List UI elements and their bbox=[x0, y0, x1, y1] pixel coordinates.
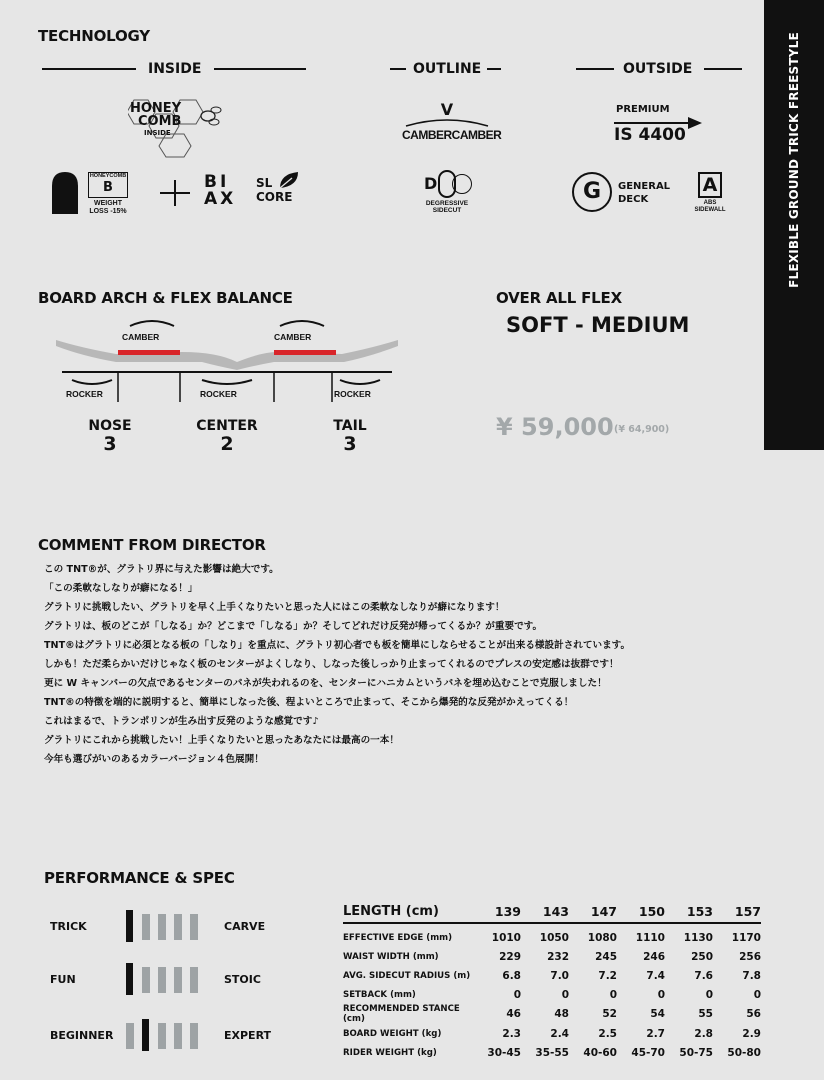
scale-right-label: STOIC bbox=[224, 973, 261, 986]
degressive-sidecut-logo bbox=[418, 170, 476, 220]
spec-cell: 52 bbox=[602, 1008, 617, 1020]
table-row bbox=[343, 947, 761, 966]
spec-cell: 7.4 bbox=[646, 969, 665, 982]
table-row bbox=[343, 1024, 761, 1043]
scale-fun-stoic bbox=[126, 963, 216, 995]
rocker-label-nose: ROCKER bbox=[66, 389, 103, 399]
honeycomb-badge bbox=[88, 172, 130, 214]
zone-center bbox=[192, 418, 262, 454]
spec-cell: 7.8 bbox=[742, 969, 761, 982]
scale-left-label: BEGINNER bbox=[50, 1029, 114, 1042]
spec-table bbox=[343, 900, 761, 1062]
board-arch-diagram bbox=[52, 316, 402, 406]
spec-cell: 30-45 bbox=[487, 1046, 521, 1059]
spec-length: 147 bbox=[569, 900, 617, 923]
divider bbox=[42, 68, 136, 70]
divider bbox=[390, 68, 406, 70]
spec-cell: 48 bbox=[554, 1008, 569, 1020]
price-main: ¥ 59,000 bbox=[496, 413, 614, 441]
zone-name: NOSE bbox=[88, 418, 132, 434]
scale-bar bbox=[126, 1023, 134, 1049]
sl-core-line1: SL bbox=[256, 176, 273, 190]
spec-cell: 50-80 bbox=[727, 1046, 761, 1059]
spec-cell: 2.3 bbox=[502, 1027, 521, 1040]
spec-cell: 40-60 bbox=[583, 1046, 617, 1059]
honeycomb-line2: COMB bbox=[138, 114, 182, 129]
comment-line: これはまるで、トランポリンが生み出す反発のような感覚です♪ bbox=[44, 716, 319, 727]
camber-camber-logo bbox=[402, 100, 502, 150]
comment-line: グラトリに挑戦したい、グラトリを早く上手くなりたいと思った人にはこの柔軟なしなりが癖になります！ bbox=[44, 602, 505, 613]
leaf-icon bbox=[276, 170, 302, 190]
spec-cell: 1050 bbox=[539, 931, 569, 944]
zone-name: TAIL bbox=[333, 418, 367, 434]
zone-tail bbox=[322, 418, 378, 454]
outline-label: OUTLINE bbox=[413, 61, 482, 77]
spec-cell: 1170 bbox=[731, 931, 761, 944]
spec-header-row bbox=[343, 900, 761, 923]
spec-row-label: RECOMMENDED STANCE (cm) bbox=[343, 1004, 460, 1024]
sidecut-circle-icon bbox=[452, 174, 472, 194]
scale-bar bbox=[190, 967, 198, 993]
scale-bar bbox=[190, 1023, 198, 1049]
spec-row-label: BOARD WEIGHT (kg) bbox=[343, 1028, 442, 1039]
comment-line: 更に W キャンバーの欠点であるセンターのパネが失われるのを、センターにハニカムというバネを埋め込むことで克服しました！ bbox=[44, 678, 607, 689]
general-deck-letter: G bbox=[582, 179, 602, 204]
table-row bbox=[343, 966, 761, 985]
comment-line: TNT®はグラトリに必須となる板の「しなり」を重点に、グラトリ初心者でも板を簡単にしならせることが出来る様設計されています。 bbox=[44, 640, 631, 651]
honeycomb-line1: HONEY bbox=[130, 101, 182, 116]
spec-length: 143 bbox=[521, 900, 569, 923]
spec-header-label: LENGTH (cm) bbox=[343, 900, 473, 923]
spec-cell: 50-75 bbox=[679, 1046, 713, 1059]
comment-line: 「この柔軟なしなりが癖になる！」 bbox=[44, 583, 198, 594]
spec-cell: 256 bbox=[739, 950, 761, 963]
technology-heading: TECHNOLOGY bbox=[38, 27, 150, 45]
scale-bar bbox=[142, 967, 150, 993]
spec-cell: 2.4 bbox=[550, 1027, 569, 1040]
sl-core-line2: CORE bbox=[256, 190, 293, 204]
comment-body bbox=[44, 560, 630, 769]
spec-cell: 2.8 bbox=[694, 1027, 713, 1040]
spec-cell: 2.9 bbox=[742, 1027, 761, 1040]
badge-letter: B bbox=[103, 180, 113, 195]
spec-cell: 0 bbox=[705, 988, 713, 1001]
premium-bottom: IS 4400 bbox=[614, 125, 686, 145]
spec-cell: 2.5 bbox=[598, 1027, 617, 1040]
zone-value: 3 bbox=[103, 433, 117, 455]
spec-length: 153 bbox=[665, 900, 713, 923]
sidecut-text: DEGRESSIVE SIDECUT bbox=[425, 200, 469, 214]
general-deck-icon bbox=[572, 172, 612, 212]
core-profile-icon bbox=[50, 172, 80, 214]
spec-row-label: SETBACK (mm) bbox=[343, 989, 416, 1000]
spec-cell: 0 bbox=[657, 988, 665, 1001]
price-tax: (¥ 64,900) bbox=[614, 424, 670, 435]
side-banner-text: FLEXIBLE GROUND TRICK FREESTYLE bbox=[787, 32, 801, 288]
spec-cell: 54 bbox=[650, 1008, 665, 1020]
abs-letter: A bbox=[702, 174, 718, 196]
board-arch-heading: BOARD ARCH & FLEX BALANCE bbox=[38, 289, 293, 307]
camber-label-left: CAMBER bbox=[122, 332, 160, 342]
table-row bbox=[343, 985, 761, 1004]
honeycomb-inside-logo bbox=[128, 96, 222, 158]
table-row bbox=[343, 1004, 761, 1024]
camber-letter: V bbox=[440, 100, 454, 119]
spec-cell: 1110 bbox=[635, 931, 665, 944]
scale-bar bbox=[158, 967, 166, 993]
spec-cell: 245 bbox=[595, 950, 617, 963]
table-row bbox=[343, 1043, 761, 1062]
biax-line1: BI bbox=[204, 172, 230, 192]
spec-row-label: AVG. SIDECUT RADIUS (m) bbox=[343, 970, 471, 981]
comment-line: しかも！ただ柔らかいだけじゃなく板のセンターがよくしなり、しなった後しっかり止まってくれるのでプレスの安定感は抜群です！ bbox=[44, 659, 619, 670]
zone-value: 2 bbox=[220, 433, 234, 455]
spec-row-label: EFFECTIVE EDGE (mm) bbox=[343, 932, 453, 943]
spec-row-label: WAIST WIDTH (mm) bbox=[343, 951, 439, 962]
spec-cell: 1010 bbox=[491, 931, 521, 944]
spec-cell: 56 bbox=[746, 1008, 761, 1020]
table-row bbox=[343, 923, 761, 947]
spec-cell: 246 bbox=[643, 950, 665, 963]
general-deck-text bbox=[618, 180, 670, 206]
spec-cell: 232 bbox=[547, 950, 569, 963]
outside-label: OUTSIDE bbox=[623, 61, 693, 77]
scale-bar bbox=[158, 914, 166, 940]
premium-top: PREMIUM bbox=[616, 104, 670, 115]
scale-bar bbox=[158, 1023, 166, 1049]
scale-beginner-expert bbox=[126, 1019, 216, 1051]
scale-bar bbox=[174, 914, 182, 940]
sidecut-letter: D bbox=[424, 174, 438, 193]
comment-line: TNT®の特徴を端的に説明すると、簡単にしなった後、程よいところで止まって、そこから爆発的な反発がかえってくる！ bbox=[44, 697, 574, 708]
scale-bar bbox=[190, 914, 198, 940]
spec-cell: 2.7 bbox=[646, 1027, 665, 1040]
scale-left-label: FUN bbox=[50, 973, 76, 986]
comment-line: 今年も選びがいのあるカラーバージョン４色展開！ bbox=[44, 754, 264, 765]
divider bbox=[704, 68, 742, 70]
zone-value: 3 bbox=[343, 433, 357, 455]
scale-left-label: TRICK bbox=[50, 920, 87, 933]
spec-cell: 1130 bbox=[683, 931, 713, 944]
spec-cell: 229 bbox=[499, 950, 521, 963]
spec-cell: 0 bbox=[609, 988, 617, 1001]
spec-cell: 6.8 bbox=[502, 969, 521, 982]
zone-nose bbox=[82, 418, 138, 454]
spec-cell: 1080 bbox=[587, 931, 617, 944]
scale-marker bbox=[126, 963, 133, 995]
zone-name: CENTER bbox=[196, 418, 258, 434]
camber-label-right: CAMBER bbox=[274, 332, 312, 342]
divider bbox=[487, 68, 501, 70]
spec-row-label: RIDER WEIGHT (kg) bbox=[343, 1047, 437, 1058]
spec-cell: 35-55 bbox=[535, 1046, 569, 1059]
divider bbox=[576, 68, 614, 70]
scale-bar bbox=[174, 967, 182, 993]
spec-cell: 0 bbox=[561, 988, 569, 1001]
rocker-label-tail: ROCKER bbox=[334, 389, 371, 399]
scale-right-label: EXPERT bbox=[224, 1029, 272, 1042]
spec-length: 157 bbox=[713, 900, 761, 923]
biax-line2: AX bbox=[204, 189, 237, 209]
general-deck-line2: DECK bbox=[618, 194, 649, 205]
spec-length: 150 bbox=[617, 900, 665, 923]
comment-heading: COMMENT FROM DIRECTOR bbox=[38, 536, 266, 554]
scale-bar bbox=[142, 914, 150, 940]
abs-text: ABS SIDEWALL bbox=[694, 200, 726, 213]
scale-trick-carve bbox=[126, 910, 216, 942]
comment-line: グラトリは、板のどこが「しなる」か？どこまで「しなる」か？そしてどれだけ反発が帰ってくるか？が重要です。 bbox=[44, 621, 543, 632]
spec-cell: 45-70 bbox=[631, 1046, 665, 1059]
spec-cell: 7.0 bbox=[550, 969, 569, 982]
honeycomb-line3: INSIDE bbox=[144, 129, 171, 137]
scale-marker bbox=[126, 910, 133, 942]
comment-line: この TNT®が、グラトリ界に与えた影響は絶大です。 bbox=[44, 564, 279, 575]
spec-cell: 46 bbox=[506, 1008, 521, 1020]
plus-icon-vertical bbox=[174, 180, 176, 206]
spec-cell: 55 bbox=[698, 1008, 713, 1020]
abs-sidewall-logo bbox=[690, 172, 730, 218]
inside-label: INSIDE bbox=[148, 61, 202, 77]
performance-heading: PERFORMANCE & SPEC bbox=[44, 869, 235, 887]
spec-cell: 7.6 bbox=[694, 969, 713, 982]
badge-top: HONEYCOMB bbox=[89, 173, 127, 179]
spec-cell: 0 bbox=[513, 988, 521, 1001]
spec-cell: 0 bbox=[753, 988, 761, 1001]
spec-cell: 250 bbox=[691, 950, 713, 963]
scale-right-label: CARVE bbox=[224, 920, 266, 933]
rocker-label-center: ROCKER bbox=[200, 389, 237, 399]
biax-logo bbox=[204, 174, 236, 208]
scale-marker bbox=[142, 1019, 149, 1051]
general-deck-line1: GENERAL bbox=[618, 181, 671, 192]
divider bbox=[214, 68, 306, 70]
spec-length: 139 bbox=[473, 900, 521, 923]
badge-bottom: WEIGHT LOSS -15% bbox=[89, 200, 127, 215]
scale-bar bbox=[174, 1023, 182, 1049]
comment-line: グラトリにこれから挑戦したい！上手くなりたいと思ったあなたには最高の一本！ bbox=[44, 735, 399, 746]
overall-flex-value: SOFT - MEDIUM bbox=[506, 313, 690, 337]
camber-text: CAMBERCAMBER bbox=[402, 128, 502, 142]
spec-cell: 7.2 bbox=[598, 969, 617, 982]
overall-flex-heading: OVER ALL FLEX bbox=[496, 289, 622, 307]
premium-is4400-logo bbox=[614, 104, 704, 148]
